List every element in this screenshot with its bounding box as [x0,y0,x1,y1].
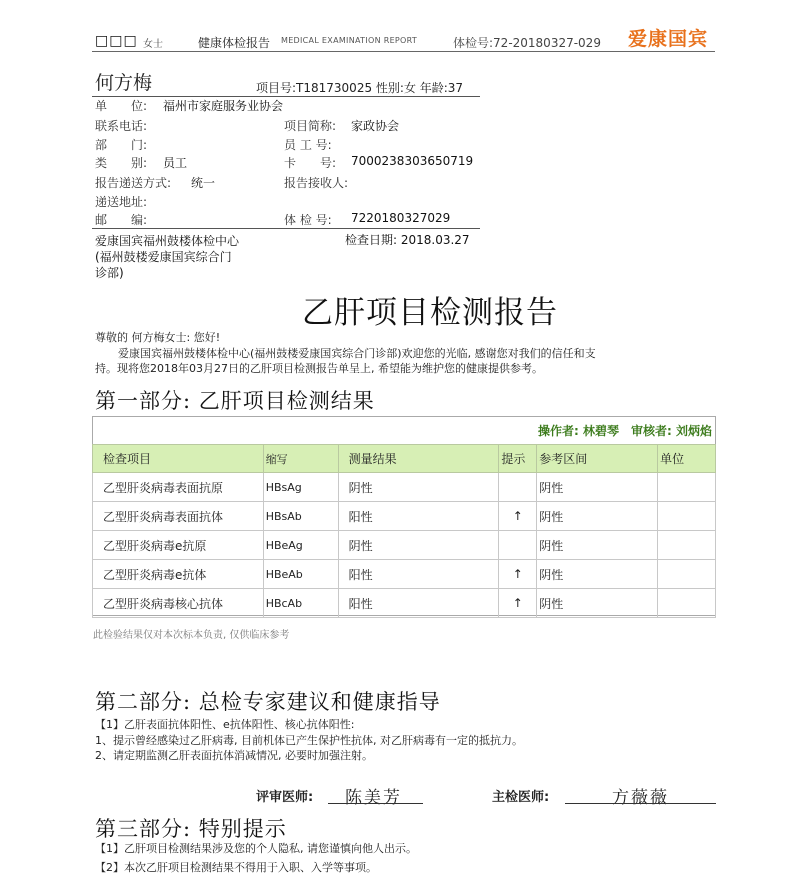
project-abbr-value: 家政协会 [351,119,400,133]
delivery-label: 报告递送方式: [95,176,172,190]
project-abbr-label: 项目简称: [284,119,337,133]
cell-ref: 阴性 [537,502,658,531]
emp-no-label: 员 工 号: [284,138,332,152]
cell-ref: 阴性 [537,531,658,560]
brand-logo: 爱康国宾 [628,28,709,50]
cell-abbr: HBeAb [263,560,338,589]
cell-result: 阴性 [338,473,499,502]
col-header-abbr: 缩写 [263,445,338,473]
phone-label: 联系电话: [95,119,148,133]
col-header-ref: 参考区间 [537,445,658,473]
chief-signature-line [565,803,716,804]
advice-line1: 【1】乙肝表面抗体阳性、e抗体阳性、核心抗体阳性: [95,718,355,731]
cell-item: 乙型肝炎病毒e抗体 [93,560,264,589]
section1-title: 第一部分: 乙肝项目检测结果 [95,389,375,413]
cell-ref: 阴性 [537,560,658,589]
col-header-item: 检查项目 [93,445,264,473]
header-gender-title: 女士 [143,39,163,50]
operator-row [92,416,716,444]
cell-result: 阳性 [338,560,499,589]
reviewer-label: 评审医师: [256,790,314,805]
cell-ref: 阴性 [537,589,658,618]
cell-abbr: HBsAg [263,473,338,502]
table-row [93,589,716,618]
patient-name: 何方梅 [95,72,153,94]
cell-abbr: HBsAb [263,502,338,531]
cell-unit [658,589,716,618]
table-row [93,502,716,531]
header-exam-number: 体检号:72-20180327-029 [453,36,601,50]
postcode-label: 邮 编: [95,213,148,227]
cell-hint-up-arrow-icon: ↑ [499,560,537,589]
greeting-line2: 爱康国宾福州鼓楼体检中心(福州鼓楼爱康国宾综合门诊部)欢迎您的光临, 感谢您对我们的信任和支 [118,347,596,360]
cell-ref: 阴性 [537,473,658,502]
exam-date: 检查日期: 2018.03.27 [345,233,470,247]
cell-item: 乙型肝炎病毒核心抗体 [93,589,264,618]
cell-result: 阴性 [338,531,499,560]
document-title: 乙肝项目检测报告 [302,295,558,331]
table-row [93,560,716,589]
header-divider [92,51,715,52]
cell-unit [658,473,716,502]
header-report-title-en: MEDICAL EXAMINATION REPORT [281,36,418,45]
greeting-line3: 持。现将您2018年03月27日的乙肝项目检测报告单呈上, 希望能为维护您的健康提供参考。 [95,362,543,375]
category-value: 员工 [163,156,188,170]
dept-label: 部 门: [95,138,148,152]
cell-abbr: HBcAb [263,589,338,618]
section3-title: 第三部分: 特别提示 [95,817,287,841]
results-table [92,444,716,618]
cell-result: 阳性 [338,589,499,618]
col-header-result: 测量结果 [338,445,499,473]
advice-line3: 2、请定期监测乙肝表面抗体消减情况, 必要时加强注射。 [95,749,373,762]
cell-unit [658,502,716,531]
header-boxes: □□□ [95,33,138,49]
patient-divider-bottom [92,228,480,229]
cell-hint [499,473,537,502]
header-report-title: 健康体检报告 [198,36,271,50]
reviewer-signature-line [328,803,423,804]
cell-abbr: HBeAg [263,531,338,560]
cell-result: 阳性 [338,502,499,531]
cell-item: 乙型肝炎病毒表面抗原 [93,473,264,502]
center-name-line2: (福州鼓楼爱康国宾综合门 [95,250,232,264]
category-label: 类 别: [95,156,148,170]
cell-hint [499,531,537,560]
section2-title: 第二部分: 总检专家建议和健康指导 [95,690,441,714]
results-footnote: 此检验结果仅对本次标本负责, 仅供临床参考 [93,630,290,641]
greeting-line1: 尊敬的 何方梅女士: 您好! [95,331,221,344]
notice-line2: 【2】本次乙肝项目检测结果不得用于入职、入学等事项。 [95,861,377,874]
reviewer-signature: 陈美芳 [345,788,402,808]
address-label: 递送地址: [95,195,148,209]
card-value: 7000238303650719 [351,154,474,168]
cell-unit [658,531,716,560]
unit-label: 单 位: [95,99,148,113]
table-header-row [93,445,716,473]
patient-meta: 项目号:T181730025 性别:女 年龄:37 [256,81,464,95]
table-row [93,531,716,560]
chief-physician-label: 主检医师: [492,790,550,805]
col-header-hint: 提示 [499,445,537,473]
cell-unit [658,560,716,589]
patient-divider [92,96,480,97]
operator-reviewer: 操作者: 林碧琴 审核者: 刘炳焰 [538,424,712,438]
notice-line1: 【1】乙肝项目检测结果涉及您的个人隐私, 请您谨慎向他人出示。 [95,842,417,855]
advice-line2: 1、提示曾经感染过乙肝病毒, 目前机体已产生保护性抗体, 对乙肝病毒有一定的抵抗力。 [95,734,523,747]
col-header-unit: 单位 [658,445,716,473]
card-label: 卡 号: [284,156,337,170]
chief-physician-signature: 方薇薇 [612,788,669,808]
cell-hint-up-arrow-icon: ↑ [499,589,537,618]
unit-value: 福州市家庭服务业协会 [163,99,284,113]
cell-item: 乙型肝炎病毒表面抗体 [93,502,264,531]
table-row [93,473,716,502]
cell-hint-up-arrow-icon: ↑ [499,502,537,531]
exam-no-label: 体 检 号: [284,213,332,227]
receiver-label: 报告接收人: [284,176,349,190]
delivery-value: 统一 [191,176,216,190]
center-name-line3: 诊部) [95,266,124,280]
exam-no-value: 7220180327029 [351,211,451,225]
cell-item: 乙型肝炎病毒e抗原 [93,531,264,560]
center-name-line1: 爱康国宾福州鼓楼体检中心 [95,234,240,248]
